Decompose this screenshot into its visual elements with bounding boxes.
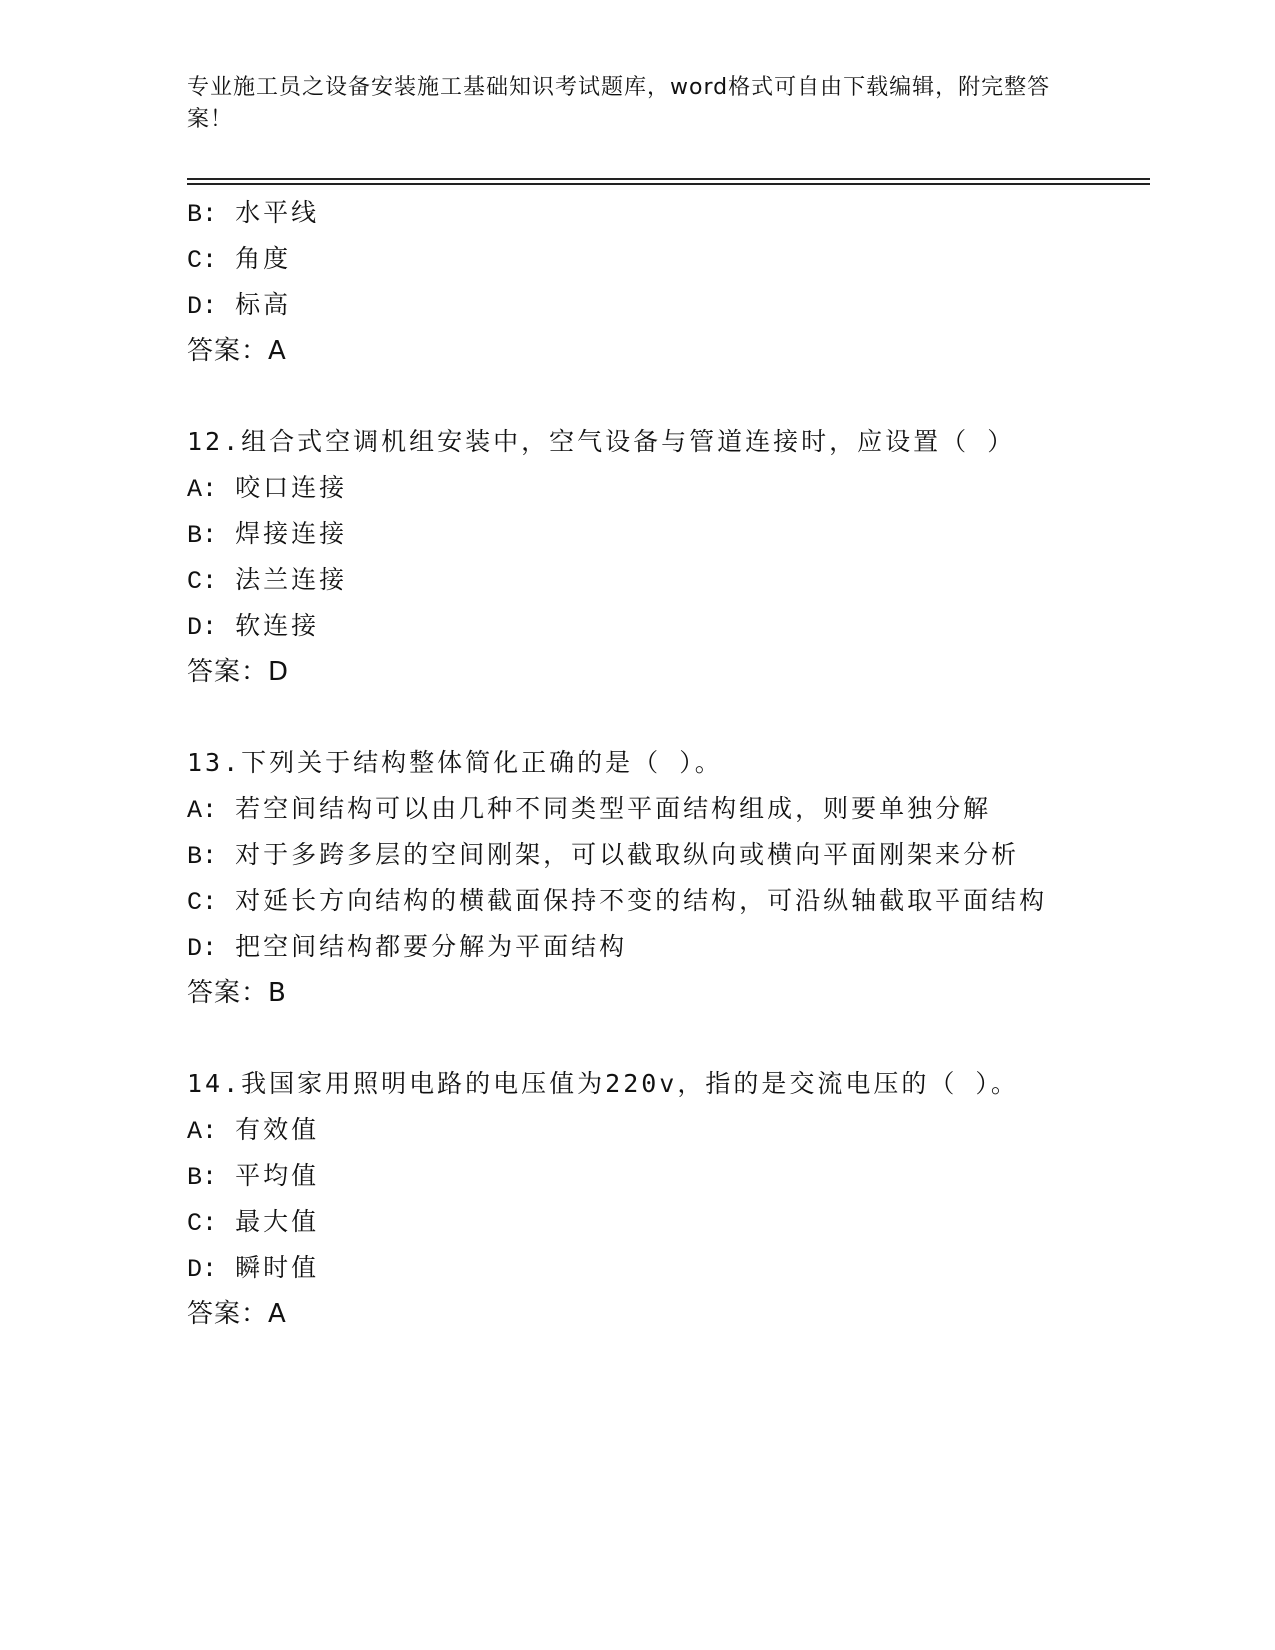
- option-text: 把空间结构都要分解为平面结构: [235, 932, 628, 961]
- question-text: 14.我国家用照明电路的电压值为220v，指的是交流电压的（ ）。: [187, 1069, 1019, 1098]
- option-d: [187, 603, 1117, 649]
- document-header: 专业施工员之设备安装施工基础知识考试题库，word格式可自由下载编辑，附完整答案！: [187, 75, 1051, 132]
- option-text: 水平线: [235, 198, 320, 227]
- option-c: [187, 878, 1117, 924]
- option-label: C:: [187, 888, 218, 917]
- question-13: [187, 740, 1117, 1016]
- option-text: 对于多跨多层的空间刚架，可以截取纵向或横向平面刚架来分析: [235, 840, 1020, 869]
- option-label: A:: [187, 796, 218, 825]
- option-c: [187, 236, 1117, 282]
- option-b: [187, 190, 1117, 236]
- option-text: 焊接连接: [235, 519, 348, 548]
- option-text: 平均值: [235, 1161, 320, 1190]
- option-label: D:: [187, 1255, 218, 1284]
- option-label: A:: [187, 1117, 218, 1146]
- answer: 答案：D: [187, 657, 290, 687]
- option-text: 有效值: [235, 1115, 320, 1144]
- option-d: [187, 1245, 1117, 1291]
- option-a: [187, 465, 1117, 511]
- option-a: [187, 1107, 1117, 1153]
- option-d: [187, 282, 1117, 328]
- option-label: C:: [187, 1209, 218, 1238]
- option-label: A:: [187, 475, 218, 504]
- option-label: C:: [187, 567, 218, 596]
- option-label: D:: [187, 292, 218, 321]
- option-text: 对延长方向结构的横截面保持不变的结构，可沿纵轴截取平面结构: [235, 886, 1048, 915]
- question-14: [187, 1061, 1117, 1337]
- answer: 答案：A: [187, 336, 287, 366]
- option-d: [187, 924, 1117, 970]
- option-label: B:: [187, 200, 218, 229]
- question-text: 13.下列关于结构整体简化正确的是（ ）。: [187, 748, 723, 777]
- option-b: [187, 1153, 1117, 1199]
- option-label: B:: [187, 1163, 218, 1192]
- option-label: B:: [187, 521, 218, 550]
- section-gap: [187, 374, 1117, 419]
- option-text: 最大值: [235, 1207, 320, 1236]
- option-label: D:: [187, 613, 218, 642]
- answer: 答案：A: [187, 1299, 287, 1329]
- option-c: [187, 557, 1117, 603]
- question-list: [187, 190, 1117, 1337]
- option-text: 若空间结构可以由几种不同类型平面结构组成，则要单独分解: [235, 794, 992, 823]
- option-text: 瞬时值: [235, 1253, 320, 1282]
- section-gap: [187, 1016, 1117, 1061]
- section-gap: [187, 695, 1117, 740]
- option-label: D:: [187, 934, 218, 963]
- option-b: [187, 832, 1117, 878]
- question-text: 12.组合式空调机组安装中，空气设备与管道连接时，应设置（ ）: [187, 427, 1016, 456]
- option-label: B:: [187, 842, 218, 871]
- option-b: [187, 511, 1117, 557]
- header-rule-top: [187, 178, 1150, 180]
- answer: 答案：B: [187, 978, 287, 1008]
- header-rule-bottom: [187, 183, 1150, 185]
- option-text: 咬口连接: [235, 473, 348, 502]
- question-12: [187, 419, 1117, 695]
- option-text: 角度: [235, 244, 292, 273]
- option-c: [187, 1199, 1117, 1245]
- option-label: C:: [187, 246, 218, 275]
- option-a: [187, 786, 1117, 832]
- option-text: 标高: [235, 290, 292, 319]
- option-text: 法兰连接: [235, 565, 348, 594]
- option-text: 软连接: [235, 611, 320, 640]
- question-11-tail: [187, 190, 1117, 374]
